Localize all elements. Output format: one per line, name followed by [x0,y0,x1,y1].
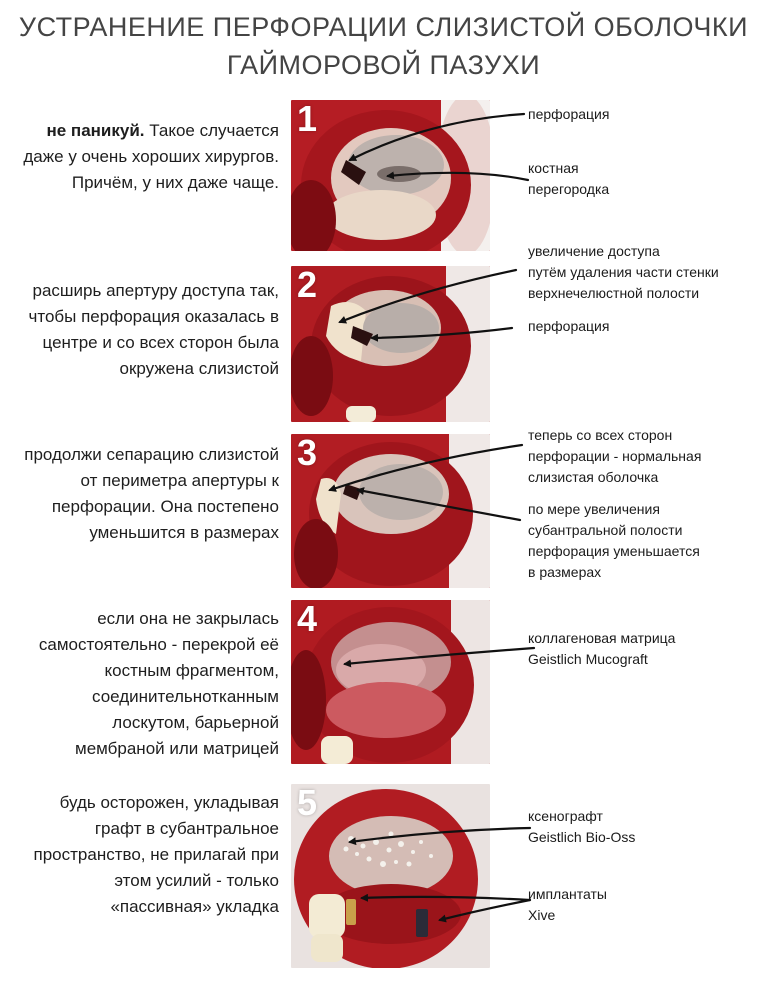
step-1-number: 1 [297,100,318,139]
step-5-text [20,790,279,920]
label-line: Geistlich Bio-Oss [528,829,636,845]
label-line: перегородка [528,181,610,197]
step-3-body: продолжи сепарацию слизистой от периметра апертуры к перфорации. Она постепено уменьшится в размерах [24,445,279,542]
step-4-number: 4 [297,600,318,639]
step-2-number: 2 [297,266,318,305]
step-3-label-shrinking [528,499,753,583]
step-1-body: Такое случается даже у очень хороших хирургов. Причём, у них даже чаще. [23,121,279,192]
label-line: перфорации - нормальная [528,448,702,464]
step-4-label-collagen-matrix [528,628,753,670]
step-3-number: 3 [297,434,318,473]
label-line: по мере увеличения [528,501,660,517]
step-2-text [20,278,279,382]
step-5-number: 5 [297,784,318,823]
step-1-photo [291,100,490,251]
step-1-label-perforation [528,104,753,125]
step-2-label-access [528,241,753,304]
page-title-line-1: УСТРАНЕНИЕ ПЕРФОРАЦИИ СЛИЗИСТОЙ ОБОЛОЧКИ [18,12,749,42]
step-4-photo [291,600,490,764]
step-5-body: будь осторожен, укладывая графт в субантральное пространство, не прилагай при этом усилий - только «пассивная» укладка [33,793,279,916]
label-line: перфорация уменьшается [528,543,700,559]
label-line: Geistlich Mucograft [528,651,648,667]
step-2-photo [291,266,490,422]
label-line: верхнечелюстной полости [528,285,700,301]
label-line: увеличение доступа [528,243,660,259]
label-line: теперь со всех сторон [528,427,673,443]
step-3-text [20,442,279,546]
label-line: слизистая оболочка [528,469,659,485]
step-1-label-bone-septum [528,158,753,200]
step-1-bold: не паникуй. [46,121,145,140]
step-4-text [20,606,279,762]
label-line: перфорация [528,106,610,122]
label-line: в размерах [528,564,602,580]
step-5-photo [291,784,490,968]
step-4-body: если она не закрылась самостоятельно - перекрой её костным фрагментом, соединительнотканным лоскутом, барьерной мембраной или матрицей [38,609,279,758]
label-line: Xive [528,907,556,923]
step-3-label-normal-mucosa [528,425,753,488]
step-1-text [20,118,279,196]
step-5-label-xenograft [528,806,753,848]
label-line: коллагеновая матрица [528,630,676,646]
label-line: ксенографт [528,808,603,824]
label-line: путём удаления части стенки [528,264,719,280]
page-title-line-2: ГАЙМОРОВОЙ ПАЗУХИ [226,50,541,80]
step-3-photo [291,434,490,588]
step-2-label-perforation [528,316,753,337]
label-line: субантральной полости [528,522,683,538]
step-5-label-implants [528,884,753,926]
step-2-body: расширь апертуру доступа так, чтобы перфорация оказалась в центре и со всех сторон была окружена слизистой [28,281,279,378]
label-line: перфорация [528,318,610,334]
label-line: костная [528,160,579,176]
label-line: имплантаты [528,886,607,902]
